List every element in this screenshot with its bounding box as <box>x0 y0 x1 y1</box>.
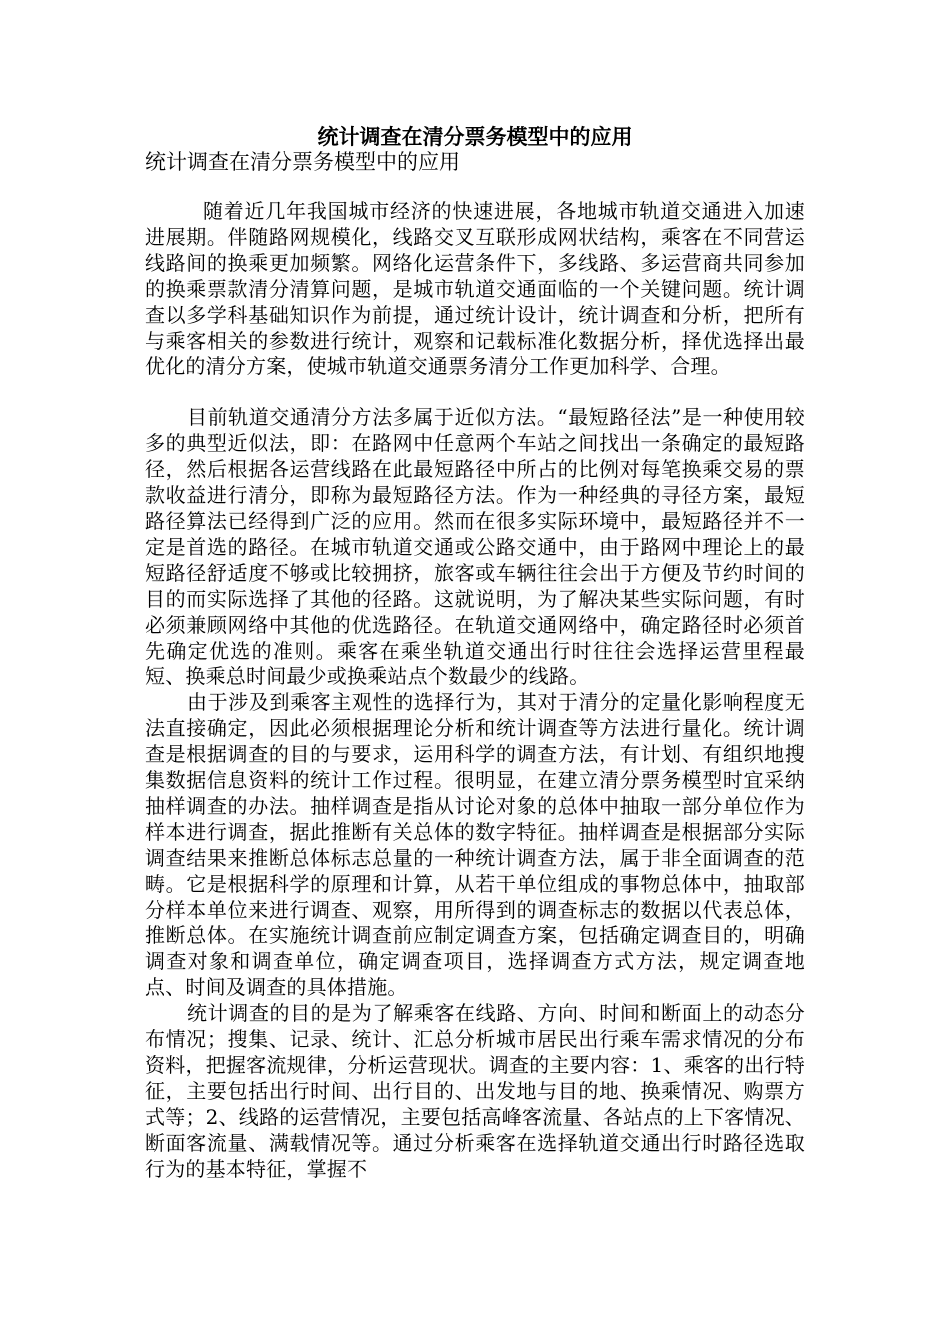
paragraph-shortest-path: 目前轨道交通清分方法多属于近似方法。“最短路径法”是一种使用较多的典型近似法，即：在路网中任意两个车站之间找出一条确定的最短路径，然后根据各运营线路在此最短路径中所占的比例对每笔换乘交易的票款收益进行清分，即称为最短路径方法。作为一种经典的寻径方案，最短路径算法已经得到广泛的应用。然而在很多实际环境中，最短路径并不一定是首选的路径。在城市轨道交通或公路交通中，由于路网中理论上的最短路径舒适度不够或比较拥挤，旅客或车辆往往会出于方便及节约时间的目的而实际选择了其他的径路。这就说明，为了解决某些实际问题，有时必须兼顾网络中其他的优选路径。在轨道交通网络中，确定路径时必须首先确定优选的准则。乘客在乘坐轨道交通出行时往往会选择运营里程最短、换乘总时间最少或换乘站点个数最少的线路。 <box>145 405 805 689</box>
document-title: 统计调查在清分票务模型中的应用 <box>317 124 633 149</box>
document-body <box>145 199 805 1183</box>
paragraph-sampling-survey: 由于涉及到乘客主观性的选择行为，其对于清分的定量化影响程度无法直接确定，因此必须根据理论分析和统计调查等方法进行量化。统计调查是根据调查的目的与要求，运用科学的调查方法，有计划、有组织地搜集数据信息资料的统计工作过程。很明显，在建立清分票务模型时宜采纳抽样调查的办法。抽样调查是指从讨论对象的总体中抽取一部分单位作为样本进行调查，据此推断有关总体的数字特征。抽样调查是根据部分实际调查结果来推断总体标志总量的一种统计调查方法，属于非全面调查的范畴。它是根据科学的原理和计算，从若干单位组成的事物总体中，抽取部分样本单位来进行调查、观察，用所得到的调查标志的数据以代表总体，推断总体。在实施统计调查前应制定调查方案，包括确定调查目的，明确调查对象和调查单位，确定调查项目，选择调查方式方法，规定调查地点、时间及调查的具体措施。 <box>145 690 805 1000</box>
document-subtitle: 统计调查在清分票务模型中的应用 <box>145 150 460 174</box>
paragraph-intro: 随着近几年我国城市经济的快速进展，各地城市轨道交通进入加速进展期。伴随路网规模化，线路交叉互联形成网状结构，乘客在不同营运线路间的换乘更加频繁。网络化运营条件下，多线路、多运营商共同参加的换乘票款清分清算问题，是城市轨道交通面临的一个关键问题。统计调查以多学科基础知识作为前提，通过统计设计，统计调查和分析，把所有与乘客相关的参数进行统计，观察和记载标准化数据分析，择优选择出最优化的清分方案，使城市轨道交通票务清分工作更加科学、合理。 <box>145 199 805 379</box>
paragraph-survey-purpose: 统计调查的目的是为了解乘客在线路、方向、时间和断面上的动态分布情况；搜集、记录、统计、汇总分析城市居民出行乘车需求情况的分布资料，把握客流规律，分析运营现状。调查的主要内容：1、乘客的出行特征，主要包括出行时间、出行目的、出发地与目的地、换乘情况、购票方式等；2、线路的运营情况，主要包括高峰客流量、各站点的上下客情况、断面客流量、满载情况等。通过分析乘客在选择轨道交通出行时路径选取行为的基本特征，掌握不 <box>145 1001 805 1181</box>
